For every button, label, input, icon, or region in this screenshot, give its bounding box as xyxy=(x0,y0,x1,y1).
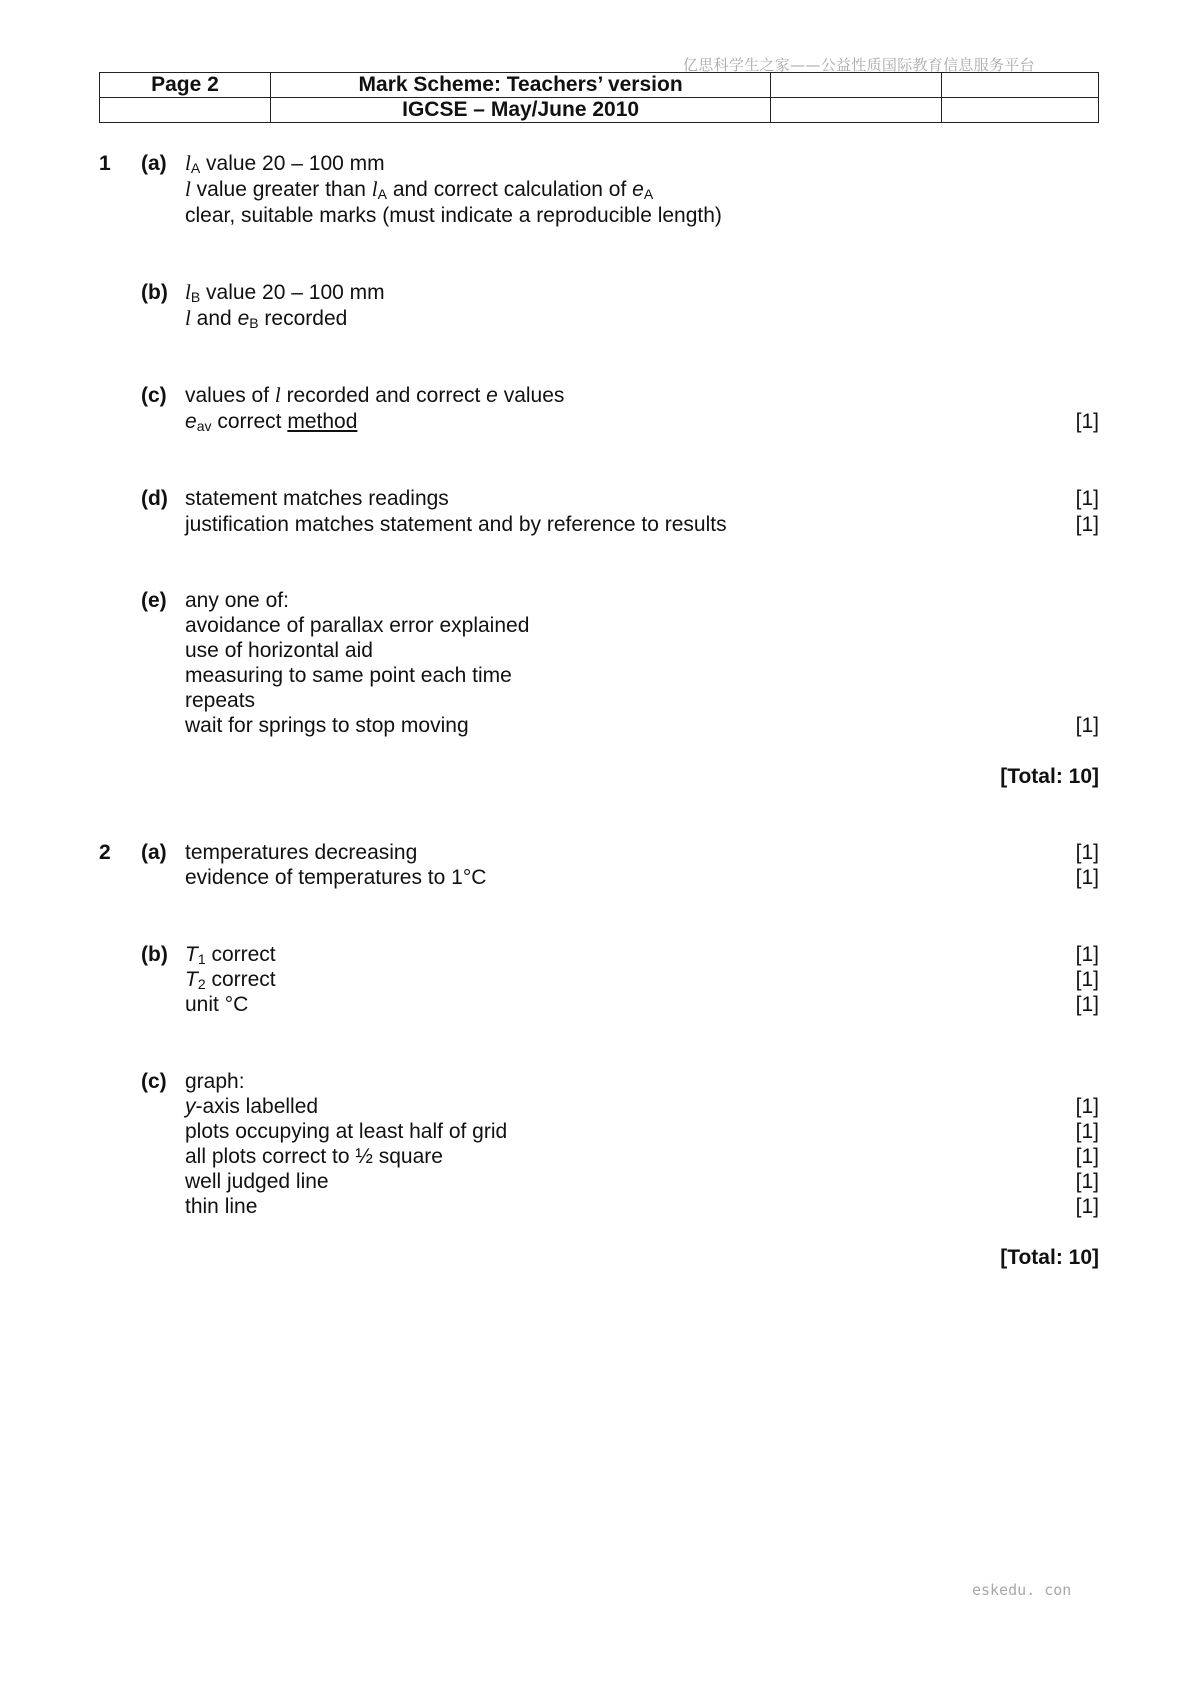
header-empty-cell xyxy=(942,98,1099,123)
q2a-line2: evidence of temperatures to 1°C xyxy=(185,866,487,889)
q1e-line3: use of horizontal aid xyxy=(185,639,373,662)
q1b-line1: $l_B$ value 20 – 100 mm xyxy=(185,280,385,305)
part-label: (b) xyxy=(141,943,168,966)
mark: [1] xyxy=(1075,487,1099,510)
part-label: (a) xyxy=(141,841,167,864)
watermark-top: 亿思科学生之家——公益性质国际教育信息服务平台 xyxy=(683,56,1035,74)
watermark-bottom: eskedu. con xyxy=(972,1581,1072,1599)
mark: [1] xyxy=(1075,1095,1099,1118)
header-title: Mark Scheme: Teachers’ version xyxy=(270,73,771,98)
q2c-line2: y-axis labelled xyxy=(185,1095,319,1118)
q1c-line1: values of l recorded and correct e values xyxy=(185,383,565,407)
q2c-line3: plots occupying at least half of grid xyxy=(185,1120,508,1143)
mark: [1] xyxy=(1075,1145,1099,1168)
mark: [1] xyxy=(1075,1195,1099,1218)
header-table xyxy=(99,72,1099,123)
q1a-line1: $l_A$ value 20 – 100 mm xyxy=(185,151,385,176)
mark: [1] xyxy=(1075,993,1099,1016)
q1e-line5: repeats xyxy=(185,689,256,712)
mark: [1] xyxy=(1075,968,1099,991)
q2b-line1: $T_1$ correct xyxy=(185,943,276,967)
q2b-line3: unit °C xyxy=(185,993,249,1016)
q1b-line2: l and $e_B$ recorded xyxy=(185,306,348,331)
header-exam: IGCSE – May/June 2010 xyxy=(270,98,771,123)
q1-total: [Total: 10] xyxy=(1000,765,1099,788)
q2-total: [Total: 10] xyxy=(1000,1246,1099,1269)
q1d-line1: statement matches readings xyxy=(185,487,449,510)
header-page: Page 2 xyxy=(100,73,271,98)
mark: [1] xyxy=(1075,714,1099,737)
part-label: (d) xyxy=(141,487,168,510)
header-empty-cell xyxy=(100,98,271,123)
q2c-line4: all plots correct to ½ square xyxy=(185,1145,443,1168)
q1a-line3: clear, suitable marks (must indicate a reproducible length) xyxy=(185,204,722,227)
header-empty-cell xyxy=(771,73,942,98)
question-number: 1 xyxy=(99,152,111,175)
q1c-line2: $e_{av}$ correct method xyxy=(185,410,358,434)
q2c-line1: graph: xyxy=(185,1070,245,1093)
q1e-line4: measuring to same point each time xyxy=(185,664,512,687)
part-label: (e) xyxy=(141,589,167,612)
q1e-line2: avoidance of parallax error explained xyxy=(185,614,530,637)
q2c-line5: well judged line xyxy=(185,1170,329,1193)
q2a-line1: temperatures decreasing xyxy=(185,841,418,864)
mark: [1] xyxy=(1075,943,1099,966)
question-number: 2 xyxy=(99,841,111,864)
header-empty-cell xyxy=(771,98,942,123)
q2b-line2: $T_2$ correct xyxy=(185,968,276,992)
q2c-line6: thin line xyxy=(185,1195,258,1218)
part-label: (c) xyxy=(141,1070,167,1093)
part-label: (c) xyxy=(141,384,167,407)
mark: [1] xyxy=(1075,513,1099,536)
mark: [1] xyxy=(1075,1170,1099,1193)
mark: [1] xyxy=(1075,866,1099,889)
q1d-line2: justification matches statement and by reference to results xyxy=(185,513,727,536)
part-label: (b) xyxy=(141,281,168,304)
header-empty-cell xyxy=(942,73,1099,98)
q1e-line6: wait for springs to stop moving xyxy=(185,714,469,737)
q1a-line2: l value greater than $l_A$ and correct calculation of $e_A$ xyxy=(185,177,654,202)
part-label: (a) xyxy=(141,152,167,175)
q1e-line1: any one of: xyxy=(185,589,289,612)
mark: [1] xyxy=(1075,1120,1099,1143)
mark: [1] xyxy=(1075,841,1099,864)
mark: [1] xyxy=(1075,410,1099,433)
